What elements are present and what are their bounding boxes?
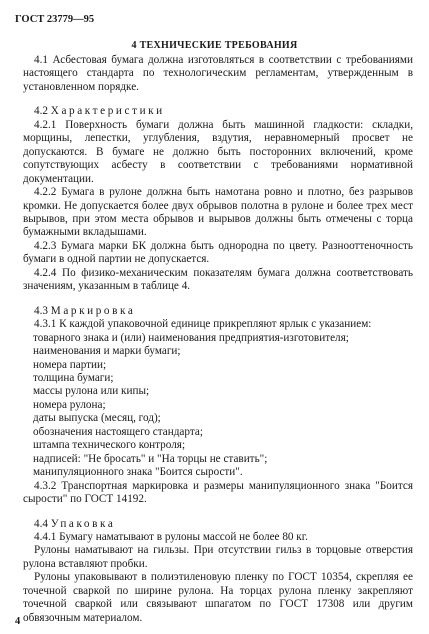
heading-4-3-number: 4.3	[34, 304, 48, 317]
heading-4-4-number: 4.4	[34, 517, 48, 530]
section-title: 4 ТЕХНИЧЕСКИЕ ТРЕБОВАНИЯ	[131, 40, 298, 51]
list-item: даты выпуска (месяц, год);	[33, 412, 161, 425]
list-item: товарного знака и (или) наименования предприятия-изготовителя;	[33, 331, 349, 344]
list-item: штампа технического контроля;	[33, 439, 186, 452]
heading-4-2	[23, 105, 413, 118]
list-item: толщина бумаги;	[33, 371, 114, 384]
heading-4-4-title: Упаковка	[50, 517, 116, 530]
list-item: массы рулона или кипы;	[33, 385, 150, 398]
paragraph-4-4-1b: Рулоны наматывают на гильзы. При отсутствии гильз в торцовые отверстия рулона вставляют пробки.	[23, 544, 413, 570]
heading-4-3-title: Маркировка	[50, 304, 136, 317]
document-body	[23, 54, 413, 625]
paragraph-4-3-1: 4.3.1 К каждой упаковочной единице прикрепляют ярлык с указанием:	[34, 318, 372, 331]
paragraph-4-4-1: 4.4.1 Бумагу наматывают в рулоны массой не более 80 кг.	[34, 530, 308, 543]
page-number: 4	[15, 616, 21, 627]
marking-list	[23, 332, 413, 480]
paragraph-4-2-1: 4.2.1 Поверхность бумаги должна быть машинной гладкости: складки, морщины, лепестки, углубления, вздутия, неравномерный просвет не допускаются. В бумаге не должно быть посторонних включений, кроме сопутствующих асбесту в соответствии с требованиями нормативной документации.	[23, 118, 413, 185]
list-item: номера партии;	[33, 358, 107, 371]
list-item: надписей: "Не бросать" и "На торцы не ставить";	[33, 452, 268, 465]
paragraph-4-2-2: 4.2.2 Бумага в рулоне должна быть намотана ровно и плотно, без разрывов кромки. Не допускается более двух обрывов полотна в рулоне и более трех мест вырывов, при этом места обрывов и вырывов должны быть отмечены с торца бумажными вкладышами.	[23, 186, 413, 239]
heading-4-4	[23, 518, 413, 531]
list-item: обозначения настоящего стандарта;	[33, 425, 203, 438]
document-header: ГОСТ 23779—95	[15, 14, 95, 25]
list-item: номера рулона;	[33, 398, 106, 411]
heading-4-3	[23, 305, 413, 318]
heading-4-2-title: Характеристики	[50, 105, 165, 118]
list-item: наименования и марки бумаги;	[33, 345, 181, 358]
paragraph-4-3-2: 4.3.2 Транспортная маркировка и размеры манипуляционного знака "Боится сырости" по ГОСТ 14192.	[23, 479, 413, 506]
paragraph-4-2-4: 4.2.4 По физико-механическим показателям бумага должна соответствовать значениям, указанным в таблице 4.	[23, 266, 413, 293]
paragraph-4-4-1c: Рулоны упаковывают в полиэтиленовую пленку по ГОСТ 10354, скрепляя ее точечной сваркой по ширине рулона. На торцах рулона пленку закрепляют точечной сваркой или связывают шпагатом по ГОСТ 17308 или другим обвязочным материалом.	[23, 571, 413, 624]
paragraph-4-2-3: 4.2.3 Бумага марки БК должна быть однородна по цвету. Разнооттеночность бумаги в одной партии не допускается.	[23, 239, 413, 266]
paragraph-4-1: 4.1 Асбестовая бумага должна изготовляться в соответствии с требованиями настоящего стандарта по технологическим регламентам, утвержденным в установленном порядке.	[23, 54, 413, 93]
list-item: манипуляционного знака "Боится сырости".	[33, 466, 243, 479]
heading-4-2-number: 4.2	[34, 105, 48, 118]
